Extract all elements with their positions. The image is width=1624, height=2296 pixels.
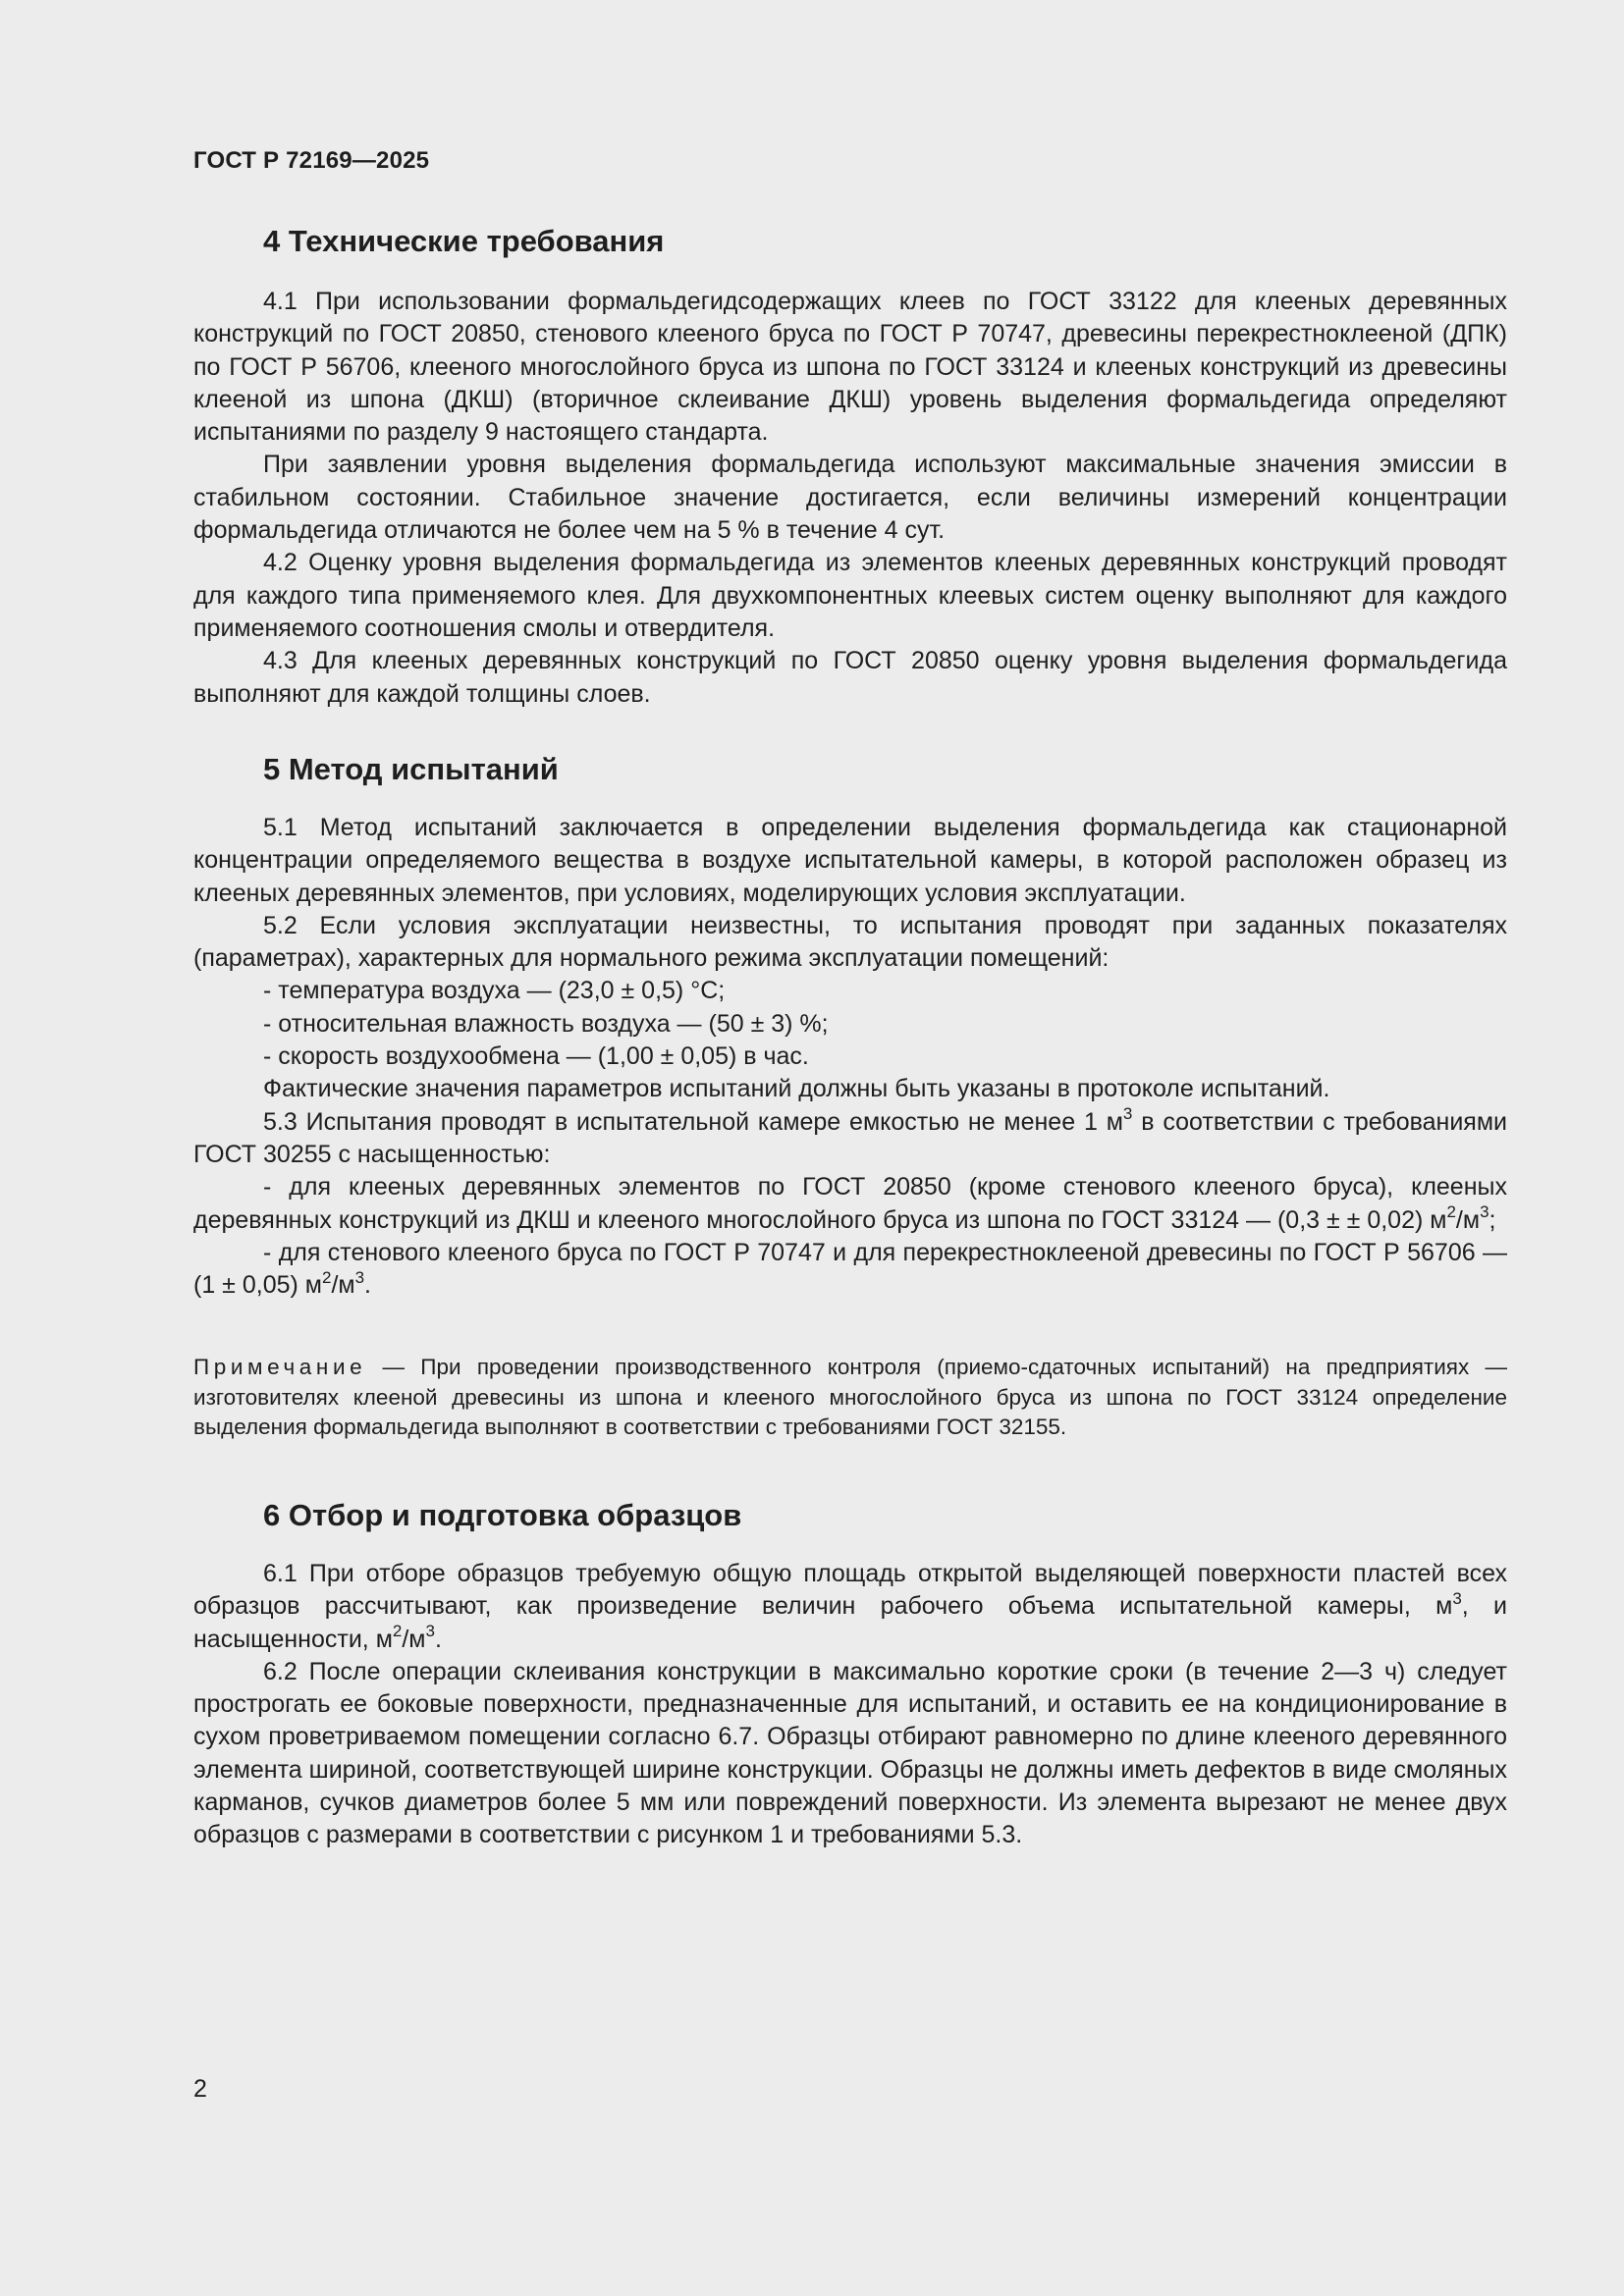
unit-slash: /м	[402, 1625, 426, 1653]
superscript-3: 3	[425, 1622, 435, 1641]
superscript-3: 3	[1452, 1588, 1462, 1608]
paragraph-4-1: 4.1 При использовании формальдегидсодержащих клеев по ГОСТ 33122 для клееных деревянных конструкций по ГОСТ 20850, стенового клееного бруса по ГОСТ Р 70747, древесины перекрестноклееной (ДПК) по ГОСТ Р 56706, клееного многослойного бруса из шпона по ГОСТ 33124 и клееных конструкций из древесины клееной из шпона (ДКШ) (вторичное склеивание ДКШ) уровень выделения формальдегида определяют испытаниями по разделу 9 настоящего стандарта.	[193, 288, 1507, 447]
section-5-body	[193, 812, 1507, 1302]
paragraph-6-1-text-b: , и насыщенности, м	[193, 1592, 1507, 1653]
section-5-heading: 5 Метод испытаний	[263, 752, 559, 786]
punctuation: .	[364, 1271, 371, 1300]
paragraph-5-3-text-b: в соответствии с требованиями ГОСТ 30255 с насыщенностью:	[193, 1107, 1508, 1168]
document-header-title: ГОСТ Р 72169—2025	[193, 147, 430, 174]
list-item-air-exchange: - скорость воздухообмена — (1,00 ± 0,05) в час.	[263, 1042, 809, 1071]
list-item-saturation-elements	[193, 1171, 1507, 1237]
note-5-3	[193, 1353, 1507, 1443]
note-text: — При проведении производственного контроля (приемо-сдаточных испытаний) на предприятиях — изготовителях клееной древесины из шпона и клееного многослойного бруса из шпона по ГОСТ 33124 определение выделения формальдегида выполняют в соответствии с требованиями ГОСТ 32155.	[193, 1355, 1507, 1439]
section-6-body	[193, 1558, 1507, 1852]
note-label: Примечание	[193, 1355, 367, 1379]
paragraph-4-2: 4.2 Оценку уровня выделения формальдегида из элементов клееных деревянных конструкций проводят для каждого типа применяемого клея. Для двухкомпонентных клеевых систем оценку выполняют для каждого применяемого соотношения смолы и отвердителя.	[193, 549, 1507, 642]
superscript-2: 2	[392, 1622, 403, 1641]
paragraph-6-2: 6.2 После операции склеивания конструкции в максимально короткие сроки (в течение 2—3 ч) следует прострогать ее боковые поверхности, предназначенные для испытаний, и оставить ее на кондиционирование в сухом проветриваемом помещении согласно 6.7. Образцы отбирают равномерно по длине клееного деревянного элемента шириной, соответствующей ширине конструкции. Образцы не должны иметь дефектов в виде смоляных карманов, сучков диаметров более 5 мм или повреждений поверхности. Из элемента вырезают не менее двух образцов с размерами в соответствии с рисунком 1 и требованиями 5.3.	[193, 1657, 1507, 1849]
unit-slash: /м	[331, 1271, 355, 1300]
paragraph-6-1	[193, 1558, 1507, 1656]
superscript-3: 3	[1480, 1202, 1489, 1222]
superscript-3: 3	[354, 1267, 365, 1287]
section-6-heading: 6 Отбор и подготовка образцов	[263, 1498, 742, 1532]
paragraph-5-1: 5.1 Метод испытаний заключается в определении выделения формальдегида как стационарной концентрации определяемого вещества в воздухе испытательной камеры, в которой расположен образец из клееных деревянных элементов, при условиях, моделирующих условия эксплуатации.	[193, 814, 1507, 907]
superscript-2: 2	[321, 1267, 332, 1287]
paragraph-6-1-text-a: 6.1 При отборе образцов требуемую общую площадь открытой выделяющей поверхности пластей всех образцов рассчитывают, как произведение величин рабочего объема испытательной камеры, м	[193, 1560, 1507, 1621]
section-4-heading: 4 Технические требования	[263, 224, 665, 258]
paragraph-4-1-note: При заявлении уровня выделения формальдегида используют максимальные значения эмиссии в стабильном состоянии. Стабильное значение достигается, если величины измерений концентрации формальдегида отличаются не более чем на 5 % в течение 4 сут.	[193, 451, 1507, 545]
superscript-3: 3	[1122, 1104, 1133, 1124]
paragraph-4-3: 4.3 Для клееных деревянных конструкций по ГОСТ 20850 оценку уровня выделения формальдегида выполняют для каждой толщины слоев.	[193, 647, 1507, 708]
punctuation: .	[434, 1625, 442, 1653]
saturation-elements-text: - для клееных деревянных элементов по ГОСТ 20850 (кроме стенового клееного бруса), клееных деревянных конструкций из ДКШ и клееного многослойного бруса из шпона по ГОСТ 33124 — (0,3 ± ± 0,02) м	[193, 1173, 1507, 1234]
page-number: 2	[193, 2075, 207, 2103]
superscript-2: 2	[1446, 1202, 1456, 1222]
list-item-temperature: - температура воздуха — (23,0 ± 0,5) °С;	[263, 977, 726, 1005]
paragraph-5-2-actual-values: Фактические значения параметров испытаний должны быть указаны в протоколе испытаний.	[263, 1075, 1330, 1103]
saturation-wall-beam-text: - для стенового клееного бруса по ГОСТ Р 70747 и для перекрестноклееной древесины по ГОСТ Р 56706 — (1 ± 0,05) м	[193, 1238, 1507, 1300]
section-4-body	[193, 286, 1507, 711]
paragraph-5-3-text-a: 5.3 Испытания проводят в испытательной камере емкостью не менее 1 м	[263, 1107, 1123, 1136]
paragraph-5-2: 5.2 Если условия эксплуатации неизвестны, то испытания проводят при заданных показателях (параметрах), характерных для нормального режима эксплуатации помещений:	[193, 911, 1507, 973]
list-item-saturation-wall-beam	[193, 1237, 1507, 1303]
unit-slash: /м	[1455, 1205, 1481, 1234]
punctuation: ;	[1489, 1205, 1496, 1234]
paragraph-5-3	[193, 1106, 1507, 1172]
list-item-humidity: - относительная влажность воздуха — (50 ± 3) %;	[263, 1009, 829, 1038]
